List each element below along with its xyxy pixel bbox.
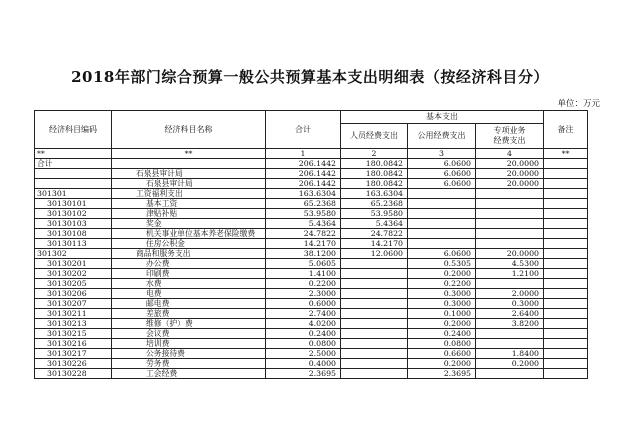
total-cell: 38.1200 <box>266 249 341 259</box>
header-total: 合计 <box>266 111 341 149</box>
name-cell: 培训费 <box>112 339 266 349</box>
note-cell <box>544 309 588 319</box>
personnel-cell <box>341 299 408 309</box>
personnel-cell: 5.4364 <box>341 219 408 229</box>
personnel-cell: 53.9580 <box>341 209 408 219</box>
public-cell: 6.0600 <box>408 179 476 189</box>
total-cell: 206.1442 <box>266 169 341 179</box>
public-cell <box>408 199 476 209</box>
note-cell <box>544 349 588 359</box>
code-cell <box>35 169 112 179</box>
total-cell: 1.4100 <box>266 269 341 279</box>
code-cell: 30130103 <box>35 219 112 229</box>
public-cell: 0.2000 <box>408 319 476 329</box>
code-cell: 30130207 <box>35 299 112 309</box>
public-cell <box>408 209 476 219</box>
total-cell: 14.2170 <box>266 239 341 249</box>
name-cell: 住房公积金 <box>112 239 266 249</box>
note-cell <box>544 189 588 199</box>
code-cell: 30130228 <box>35 369 112 379</box>
total-cell: 2.5000 <box>266 349 341 359</box>
public-cell: 6.0600 <box>408 249 476 259</box>
personnel-cell <box>341 289 408 299</box>
index-cell: 4 <box>476 149 544 159</box>
note-cell <box>544 289 588 299</box>
header-code: 经济科目编码 <box>35 111 112 149</box>
table-row <box>35 189 588 199</box>
note-cell <box>544 299 588 309</box>
table-row <box>35 279 588 289</box>
code-cell: 30130102 <box>35 209 112 219</box>
table-row <box>35 349 588 359</box>
code-cell: 301301 <box>35 189 112 199</box>
code-cell: 30130205 <box>35 279 112 289</box>
special-cell <box>476 329 544 339</box>
public-cell <box>408 189 476 199</box>
note-cell <box>544 179 588 189</box>
personnel-cell: 24.7822 <box>341 229 408 239</box>
total-cell: 206.1442 <box>266 179 341 189</box>
note-cell <box>544 199 588 209</box>
table-row <box>35 309 588 319</box>
note-cell <box>544 269 588 279</box>
special-cell: 1.2100 <box>476 269 544 279</box>
table-row <box>35 169 588 179</box>
code-cell: 30130101 <box>35 199 112 209</box>
table-row <box>35 369 588 379</box>
personnel-cell: 180.0842 <box>341 179 408 189</box>
table-row <box>35 299 588 309</box>
note-cell <box>544 229 588 239</box>
table-row <box>35 319 588 329</box>
table-row <box>35 239 588 249</box>
header-special: 专项业务 经费支出 <box>476 124 544 149</box>
public-cell: 0.3000 <box>408 289 476 299</box>
index-cell: ** <box>544 149 588 159</box>
special-cell: 2.0000 <box>476 289 544 299</box>
name-cell: 工会经费 <box>112 369 266 379</box>
public-cell: 6.0600 <box>408 169 476 179</box>
public-cell: 0.5305 <box>408 259 476 269</box>
public-cell: 0.6600 <box>408 349 476 359</box>
personnel-cell <box>341 339 408 349</box>
name-cell: 办公费 <box>112 259 266 269</box>
table-row <box>35 179 588 189</box>
note-cell <box>544 159 588 169</box>
total-cell: 5.4364 <box>266 219 341 229</box>
name-cell: 津贴补贴 <box>112 209 266 219</box>
table-row <box>35 329 588 339</box>
table-row <box>35 249 588 259</box>
special-cell <box>476 189 544 199</box>
special-cell: 20.0000 <box>476 169 544 179</box>
personnel-cell <box>341 269 408 279</box>
public-cell: 2.3695 <box>408 369 476 379</box>
special-cell <box>476 229 544 239</box>
code-cell: 30130113 <box>35 239 112 249</box>
page-title: 2018年部门综合预算一般公共预算基本支出明细表（按经济科目分） <box>71 68 549 86</box>
name-cell: 邮电费 <box>112 299 266 309</box>
personnel-cell: 163.6304 <box>341 189 408 199</box>
personnel-cell <box>341 329 408 339</box>
total-cell: 0.0800 <box>266 339 341 349</box>
name-cell: 奖金 <box>112 219 266 229</box>
special-cell <box>476 369 544 379</box>
total-cell: 0.2400 <box>266 329 341 339</box>
expenditure-table <box>34 110 588 379</box>
special-cell: 3.8200 <box>476 319 544 329</box>
special-cell <box>476 199 544 209</box>
total-cell: 0.2200 <box>266 279 341 289</box>
total-cell: 24.7822 <box>266 229 341 239</box>
code-cell: 30130215 <box>35 329 112 339</box>
personnel-cell: 65.2368 <box>341 199 408 209</box>
total-cell: 0.4000 <box>266 359 341 369</box>
personnel-cell: 180.0842 <box>341 169 408 179</box>
header-name: 经济科目名称 <box>112 111 266 149</box>
table-row <box>35 159 588 169</box>
table-row <box>35 229 588 239</box>
total-cell: 206.1442 <box>266 159 341 169</box>
name-cell: 公务接待费 <box>112 349 266 359</box>
public-cell: 0.2400 <box>408 329 476 339</box>
special-cell <box>476 209 544 219</box>
name-cell: 石泉县审计局 <box>112 179 266 189</box>
special-cell <box>476 219 544 229</box>
special-cell: 0.3000 <box>476 299 544 309</box>
special-cell: 2.6400 <box>476 309 544 319</box>
name-cell: 会议费 <box>112 329 266 339</box>
personnel-cell: 14.2170 <box>341 239 408 249</box>
table-row <box>35 219 588 229</box>
table-row <box>35 289 588 299</box>
personnel-cell: 12.0600 <box>341 249 408 259</box>
personnel-cell <box>341 349 408 359</box>
code-cell: 30130202 <box>35 269 112 279</box>
personnel-cell <box>341 319 408 329</box>
table-row <box>35 339 588 349</box>
personnel-cell <box>341 259 408 269</box>
special-cell <box>476 339 544 349</box>
header-public: 公用经费支出 <box>408 124 476 149</box>
name-cell: 石泉县审计局 <box>112 169 266 179</box>
code-cell: 30130108 <box>35 229 112 239</box>
public-cell: 0.0800 <box>408 339 476 349</box>
note-cell <box>544 279 588 289</box>
personnel-cell: 180.0842 <box>341 159 408 169</box>
personnel-cell <box>341 279 408 289</box>
special-cell: 4.5300 <box>476 259 544 269</box>
special-cell: 20.0000 <box>476 179 544 189</box>
name-cell: 电费 <box>112 289 266 299</box>
note-cell <box>544 239 588 249</box>
total-cell: 65.2368 <box>266 199 341 209</box>
header-note: 备注 <box>544 111 588 149</box>
code-cell: 30130211 <box>35 309 112 319</box>
code-cell: 30130226 <box>35 359 112 369</box>
public-cell: 0.2200 <box>408 279 476 289</box>
code-cell: 30130217 <box>35 349 112 359</box>
total-cell: 2.3695 <box>266 369 341 379</box>
note-cell <box>544 249 588 259</box>
code-cell: 30130201 <box>35 259 112 269</box>
header-basic: 基本支出 <box>341 111 544 124</box>
public-cell: 0.2000 <box>408 359 476 369</box>
special-cell: 1.8400 <box>476 349 544 359</box>
name-cell: 机关事业单位基本养老保险缴费 <box>112 229 266 239</box>
public-cell: 0.3000 <box>408 299 476 309</box>
note-cell <box>544 369 588 379</box>
table-row <box>35 209 588 219</box>
code-cell <box>35 179 112 189</box>
name-cell: 印刷费 <box>112 269 266 279</box>
note-cell <box>544 259 588 269</box>
public-cell <box>408 229 476 239</box>
public-cell <box>408 219 476 229</box>
note-cell <box>544 339 588 349</box>
personnel-cell <box>341 359 408 369</box>
name-cell: 劳务费 <box>112 359 266 369</box>
note-cell <box>544 329 588 339</box>
code-cell: 30130206 <box>35 289 112 299</box>
name-cell: 差旅费 <box>112 309 266 319</box>
index-cell: 2 <box>341 149 408 159</box>
note-cell <box>544 219 588 229</box>
public-cell: 0.1000 <box>408 309 476 319</box>
table-row <box>35 199 588 209</box>
table-row <box>35 269 588 279</box>
total-cell: 5.0605 <box>266 259 341 269</box>
code-cell: 30130216 <box>35 339 112 349</box>
special-cell: 20.0000 <box>476 249 544 259</box>
total-cell: 53.9580 <box>266 209 341 219</box>
note-cell <box>544 169 588 179</box>
code-cell: 30130213 <box>35 319 112 329</box>
table-row <box>35 359 588 369</box>
note-cell <box>544 209 588 219</box>
index-cell: 1 <box>266 149 341 159</box>
note-cell <box>544 359 588 369</box>
public-cell: 6.0600 <box>408 159 476 169</box>
index-cell: ** <box>112 149 266 159</box>
name-cell <box>112 159 266 169</box>
index-cell: 3 <box>408 149 476 159</box>
code-cell: 301302 <box>35 249 112 259</box>
public-cell <box>408 239 476 249</box>
total-cell: 0.6000 <box>266 299 341 309</box>
total-cell: 163.6304 <box>266 189 341 199</box>
name-cell: 维修（护）费 <box>112 319 266 329</box>
personnel-cell <box>341 369 408 379</box>
name-cell: 基本工资 <box>112 199 266 209</box>
special-cell: 20.0000 <box>476 159 544 169</box>
name-cell: 水费 <box>112 279 266 289</box>
special-cell <box>476 239 544 249</box>
name-cell: 工资福利支出 <box>112 189 266 199</box>
total-cell: 2.7400 <box>266 309 341 319</box>
special-cell: 0.2000 <box>476 359 544 369</box>
total-cell: 4.0200 <box>266 319 341 329</box>
note-cell <box>544 319 588 329</box>
code-cell: 合计 <box>35 159 112 169</box>
special-cell <box>476 279 544 289</box>
name-cell: 商品和服务支出 <box>112 249 266 259</box>
personnel-cell <box>341 309 408 319</box>
total-cell: 2.3000 <box>266 289 341 299</box>
index-cell: ** <box>35 149 112 159</box>
public-cell: 0.2000 <box>408 269 476 279</box>
table-row <box>35 259 588 269</box>
header-personnel: 人员经费支出 <box>341 124 408 149</box>
unit-label: 单位：万元 <box>557 99 600 109</box>
